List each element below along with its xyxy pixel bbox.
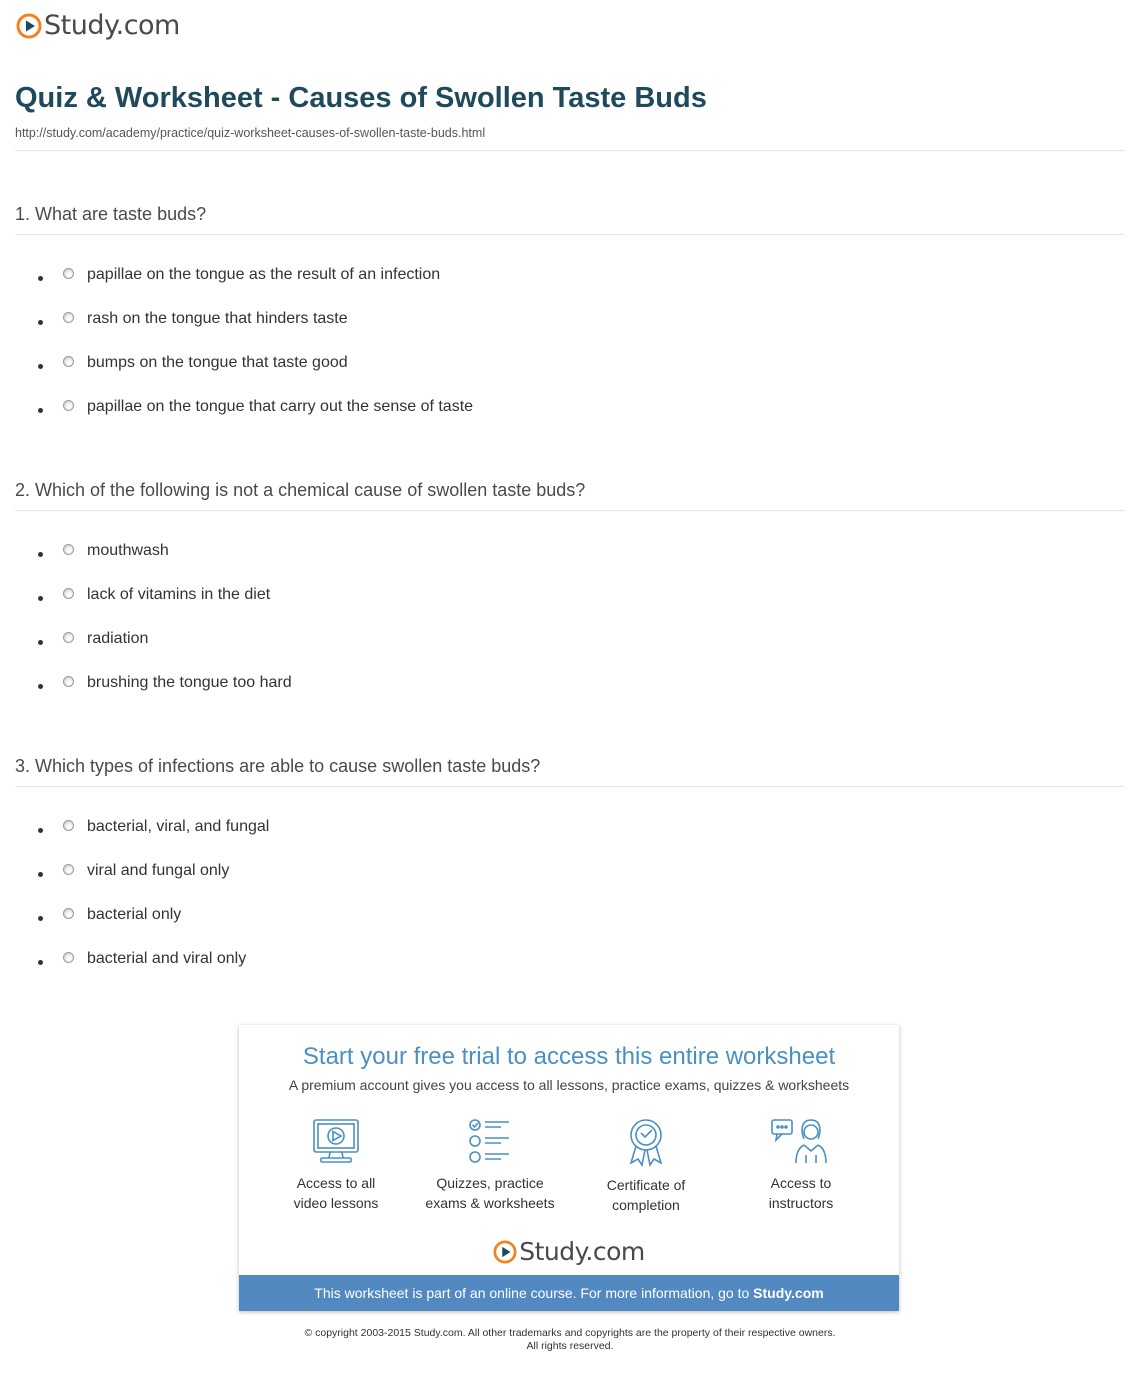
- feature-instructors: [726, 1117, 876, 1213]
- feature-video-lessons: [261, 1117, 411, 1213]
- award-ribbon-icon: [621, 1117, 671, 1167]
- promo-subline: A premium account gives you access to all lessons, practice exams, quizzes & worksheets: [288, 1077, 850, 1093]
- feature-certificate: [571, 1117, 721, 1215]
- instructor-chat-icon: [770, 1117, 832, 1165]
- logo-text: Study.com: [44, 10, 180, 41]
- option-text: bacterial, viral, and fungal: [87, 818, 270, 835]
- bullet: [38, 596, 43, 601]
- course-info-bar: [239, 1275, 899, 1311]
- promo-headline[interactable]: Start your free trial to access this entire worksheet: [302, 1043, 836, 1070]
- radio-button[interactable]: [63, 400, 74, 411]
- option-text: bacterial only: [87, 906, 182, 923]
- bullet: [38, 916, 43, 921]
- radio-button[interactable]: [63, 820, 74, 831]
- bullet: [38, 684, 43, 689]
- option-text: rash on the tongue that hinders taste: [87, 310, 348, 327]
- feature-label-line2: completion: [612, 1197, 680, 1213]
- bullet: [38, 640, 43, 645]
- radio-button[interactable]: [63, 312, 74, 323]
- checklist-icon: [465, 1117, 515, 1165]
- page-url: http://study.com/academy/practice/quiz-worksheet-causes-of-swollen-taste-buds.html: [15, 126, 486, 140]
- copyright-notice: [0, 1327, 1140, 1353]
- feature-label-line1: Access to all: [296, 1175, 376, 1191]
- copyright-line2: All rights reserved.: [526, 1340, 614, 1352]
- question-2: 2. Which of the following is not a chemical cause of swollen taste buds?: [15, 480, 586, 500]
- promo-study-logo[interactable]: [239, 1237, 899, 1266]
- radio-button[interactable]: [63, 268, 74, 279]
- radio-button[interactable]: [63, 952, 74, 963]
- study-link[interactable]: Study.com: [753, 1285, 824, 1301]
- header-divider: [15, 150, 1125, 151]
- feature-label-line1: Quizzes, practice: [436, 1175, 544, 1191]
- question-3-divider: [15, 786, 1125, 787]
- option-text: brushing the tongue too hard: [87, 674, 292, 691]
- option-text: bumps on the tongue that taste good: [87, 354, 348, 371]
- logo-text: Study.com: [519, 1237, 645, 1266]
- bullet: [38, 364, 43, 369]
- feature-label-line2: video lessons: [293, 1195, 379, 1211]
- option-text: viral and fungal only: [87, 862, 230, 879]
- play-logo-icon: [493, 1240, 517, 1264]
- option-text: papillae on the tongue that carry out the sense of taste: [87, 398, 474, 415]
- question-3: 3. Which types of infections are able to cause swollen taste buds?: [15, 756, 541, 776]
- bullet: [38, 320, 43, 325]
- radio-button[interactable]: [63, 356, 74, 367]
- bullet: [38, 872, 43, 877]
- radio-button[interactable]: [63, 544, 74, 555]
- bullet: [38, 276, 43, 281]
- question-2-divider: [15, 510, 1125, 511]
- option-text: radiation: [87, 630, 149, 647]
- bullet: [38, 960, 43, 965]
- option-text: lack of vitamins in the diet: [87, 586, 271, 603]
- option-text: bacterial and viral only: [87, 950, 247, 967]
- option-text: mouthwash: [87, 542, 169, 559]
- feature-label-line1: Access to: [770, 1175, 832, 1191]
- feature-label-line1: Certificate of: [606, 1177, 686, 1193]
- feature-quizzes: [415, 1117, 565, 1213]
- bullet: [38, 408, 43, 413]
- bullet: [38, 552, 43, 557]
- study-logo[interactable]: [16, 10, 180, 41]
- video-monitor-icon: [311, 1117, 361, 1165]
- radio-button[interactable]: [63, 632, 74, 643]
- question-1-divider: [15, 234, 1125, 235]
- radio-button[interactable]: [63, 908, 74, 919]
- radio-button[interactable]: [63, 676, 74, 687]
- page-title: Quiz & Worksheet - Causes of Swollen Taste Buds: [15, 82, 707, 114]
- radio-button[interactable]: [63, 864, 74, 875]
- copyright-line1: © copyright 2003-2015 Study.com. All other trademarks and copyrights are the property of their respective owners.: [304, 1327, 836, 1339]
- radio-button[interactable]: [63, 588, 74, 599]
- bar-text: This worksheet is part of an online course. For more information, go to: [314, 1285, 754, 1301]
- question-1: 1. What are taste buds?: [15, 204, 207, 224]
- play-logo-icon: [16, 13, 42, 39]
- option-text: papillae on the tongue as the result of an infection: [87, 266, 441, 283]
- free-trial-promo: [239, 1025, 899, 1311]
- feature-label-line2: instructors: [768, 1195, 834, 1211]
- feature-label-line2: exams & worksheets: [425, 1195, 555, 1211]
- bullet: [38, 828, 43, 833]
